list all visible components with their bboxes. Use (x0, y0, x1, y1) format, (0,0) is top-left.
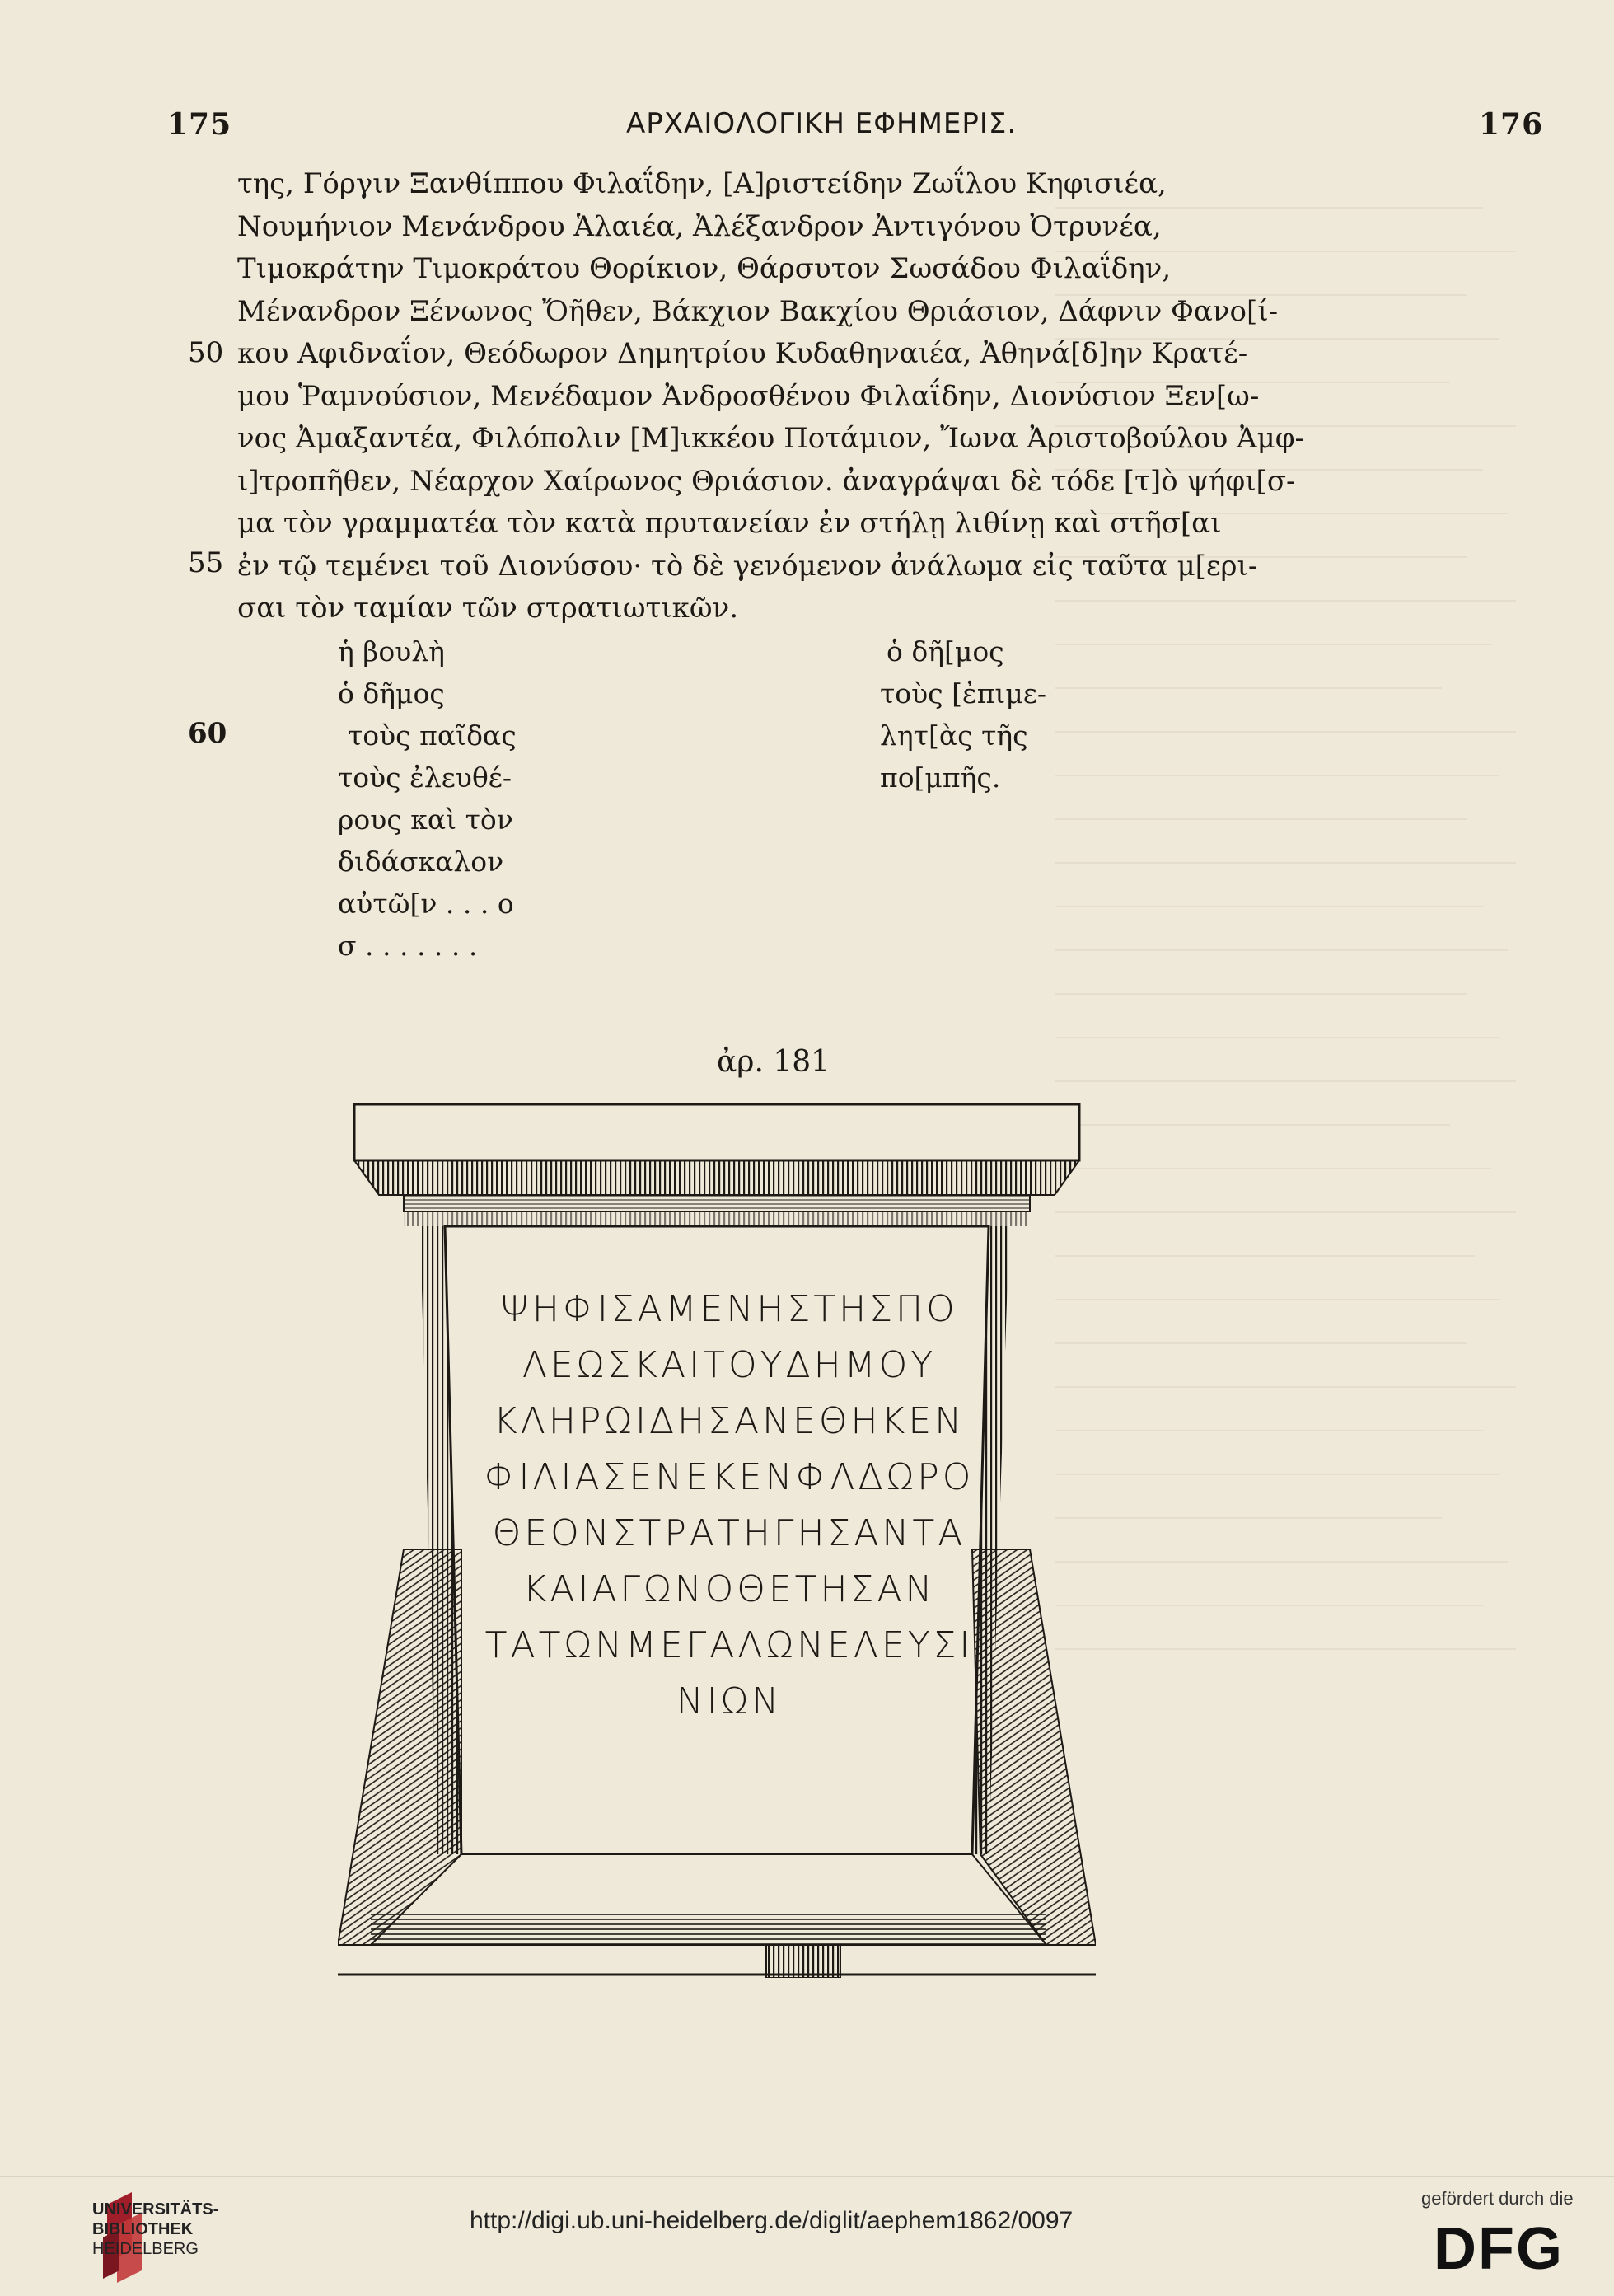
column-line: τοὺς [ἐπιμε- (880, 677, 1047, 710)
text-line: Νουμήνιον Μενάνδρου Ἁλαιέα, Ἀλέξανδρον Ἀντιγόνου Ὀτρυνέα, (237, 209, 1162, 243)
figure-caption: ἀρ. 181 (717, 1045, 830, 1079)
column-line: τοὺς ἐλευθέ- (338, 761, 512, 794)
column-line: ρους καὶ τὸν (338, 804, 513, 836)
library-line: UNIVERSITÄTS- (92, 2200, 219, 2219)
column-line: ὁ δῆ[μος (887, 635, 1004, 668)
inscription-line: ΚΛΗΡΩΙΔΗΣΑΝΕΘΗΚΕΝ (493, 1400, 966, 1442)
running-title: ΑΡΧΑΙΟΛΟΓΙΚΗ ΕΦΗΜΕΡΙΣ. (626, 107, 1018, 140)
inscription-line: ΨΗΦΙΣΑΜΕΝΗΣΤΗΣΠΟ (500, 1288, 958, 1330)
line-number-55: 55 (188, 546, 224, 579)
funding-note: gefördert durch die (1421, 2188, 1574, 2209)
text-line: μα τὸν γραμματέα τὸν κατὰ πρυτανείαν ἐν στήλῃ λιθίνῃ καὶ στῆσ[αι (237, 507, 1222, 540)
text-line: ι]τροπῆθεν, Νέαρχον Χαίρωνος Θριάσιον. ἀναγράψαι δὲ τόδε [τ]ὸ ψήφι[σ- (237, 464, 1296, 498)
text-line: νος Ἀμαξαντέα, Φιλόπολιν [Μ]ικκέου Ποτάμιον, Ἴωνα Ἀριστοβούλου Ἀμφ- (237, 422, 1305, 455)
line-number-50: 50 (188, 336, 224, 369)
inscription-line: ΛΕΩΣΚΑΙΤΟΥΔΗΜΟΥ (522, 1344, 937, 1386)
page-number-right: 176 (1479, 107, 1544, 142)
permalink-url[interactable]: http://digi.ub.uni-heidelberg.de/diglit/aephem1862/0097 (470, 2207, 1074, 2234)
column-line: ἡ βουλὴ (338, 635, 445, 668)
column-line: σ . . . . . . . (338, 930, 478, 962)
text-line: μου Ῥαμνούσιον, Μενέδαμον Ἀνδροσθένου Φιλαΐδην, Διονύσιον Ξεν[ω- (237, 379, 1260, 413)
text-line: σαι τὸν ταμίαν τῶν στρατιωτικῶν. (237, 592, 739, 625)
viewer-footer (0, 2176, 1614, 2296)
inscription-line: ΚΑΙΑΓΩΝΟΘΕΤΗΣΑΝ (522, 1568, 936, 1610)
column-line: τοὺς παῖδας (348, 719, 517, 752)
page-number-left: 175 (167, 107, 232, 142)
library-line: HEIDELBERG (92, 2240, 199, 2258)
text-line: Τιμοκράτην Τιμοκράτου Θορίκιον, Θάρσυτον Σωσάδου Φιλαΐδην, (237, 252, 1172, 285)
left-wreath-column (338, 630, 517, 967)
text-line: κου Αφιδναΐον, Θεόδωρον Δημητρίου Κυδαθηναιέα, Ἀθηνά[δ]ην Κρατέ- (237, 337, 1248, 370)
library-line: BIBLIOTHEK (92, 2220, 194, 2238)
text-line: της, Γόργιν Ξανθίππου Φιλαΐδην, [Α]ριστείδην Ζωΐλου Κηφισιέα, (237, 167, 1167, 200)
column-line: ὁ δῆμος (338, 677, 445, 710)
decree-text (237, 163, 1305, 630)
inscription-line: ΝΙΩΝ (676, 1680, 783, 1722)
line-number-60: 60 (188, 717, 227, 750)
text-line: Μένανδρον Ξένωνος Ὄῆθεν, Βάκχιον Βακχίου Θριάσιον, Δάφνιν Φανο[ί- (237, 294, 1279, 328)
column-line: λητ[ὰς τῆς (880, 719, 1028, 752)
inscription-line: ΤΑΤΩΝΜΕΓΑΛΩΝΕΛΕΥΣΙ (484, 1624, 974, 1666)
stele-inscription (461, 1282, 997, 1730)
library-name[interactable] (92, 2200, 218, 2259)
text-line: ἐν τῷ τεμένει τοῦ Διονύσου· τὸ δὲ γενόμενον ἀνάλωμα εἰς ταῦτα μ[ερι- (237, 549, 1258, 583)
column-line: πο[μπῆς. (880, 761, 1001, 794)
column-line: διδάσκαλον (338, 846, 504, 878)
dfg-logo[interactable]: DFG (1434, 2216, 1564, 2282)
column-line: αὐτῶ[ν . . . ο (338, 888, 514, 920)
inscription-line: ΘΕΟΝΣΤΡΑΤΗΓΗΣΑΝΤΑ (492, 1512, 966, 1554)
inscription-line: ΦΙΛΙΑΣΕΝΕΚΕΝΦΛΔΩΡΟ (484, 1456, 975, 1498)
right-wreath-column (880, 630, 1046, 799)
